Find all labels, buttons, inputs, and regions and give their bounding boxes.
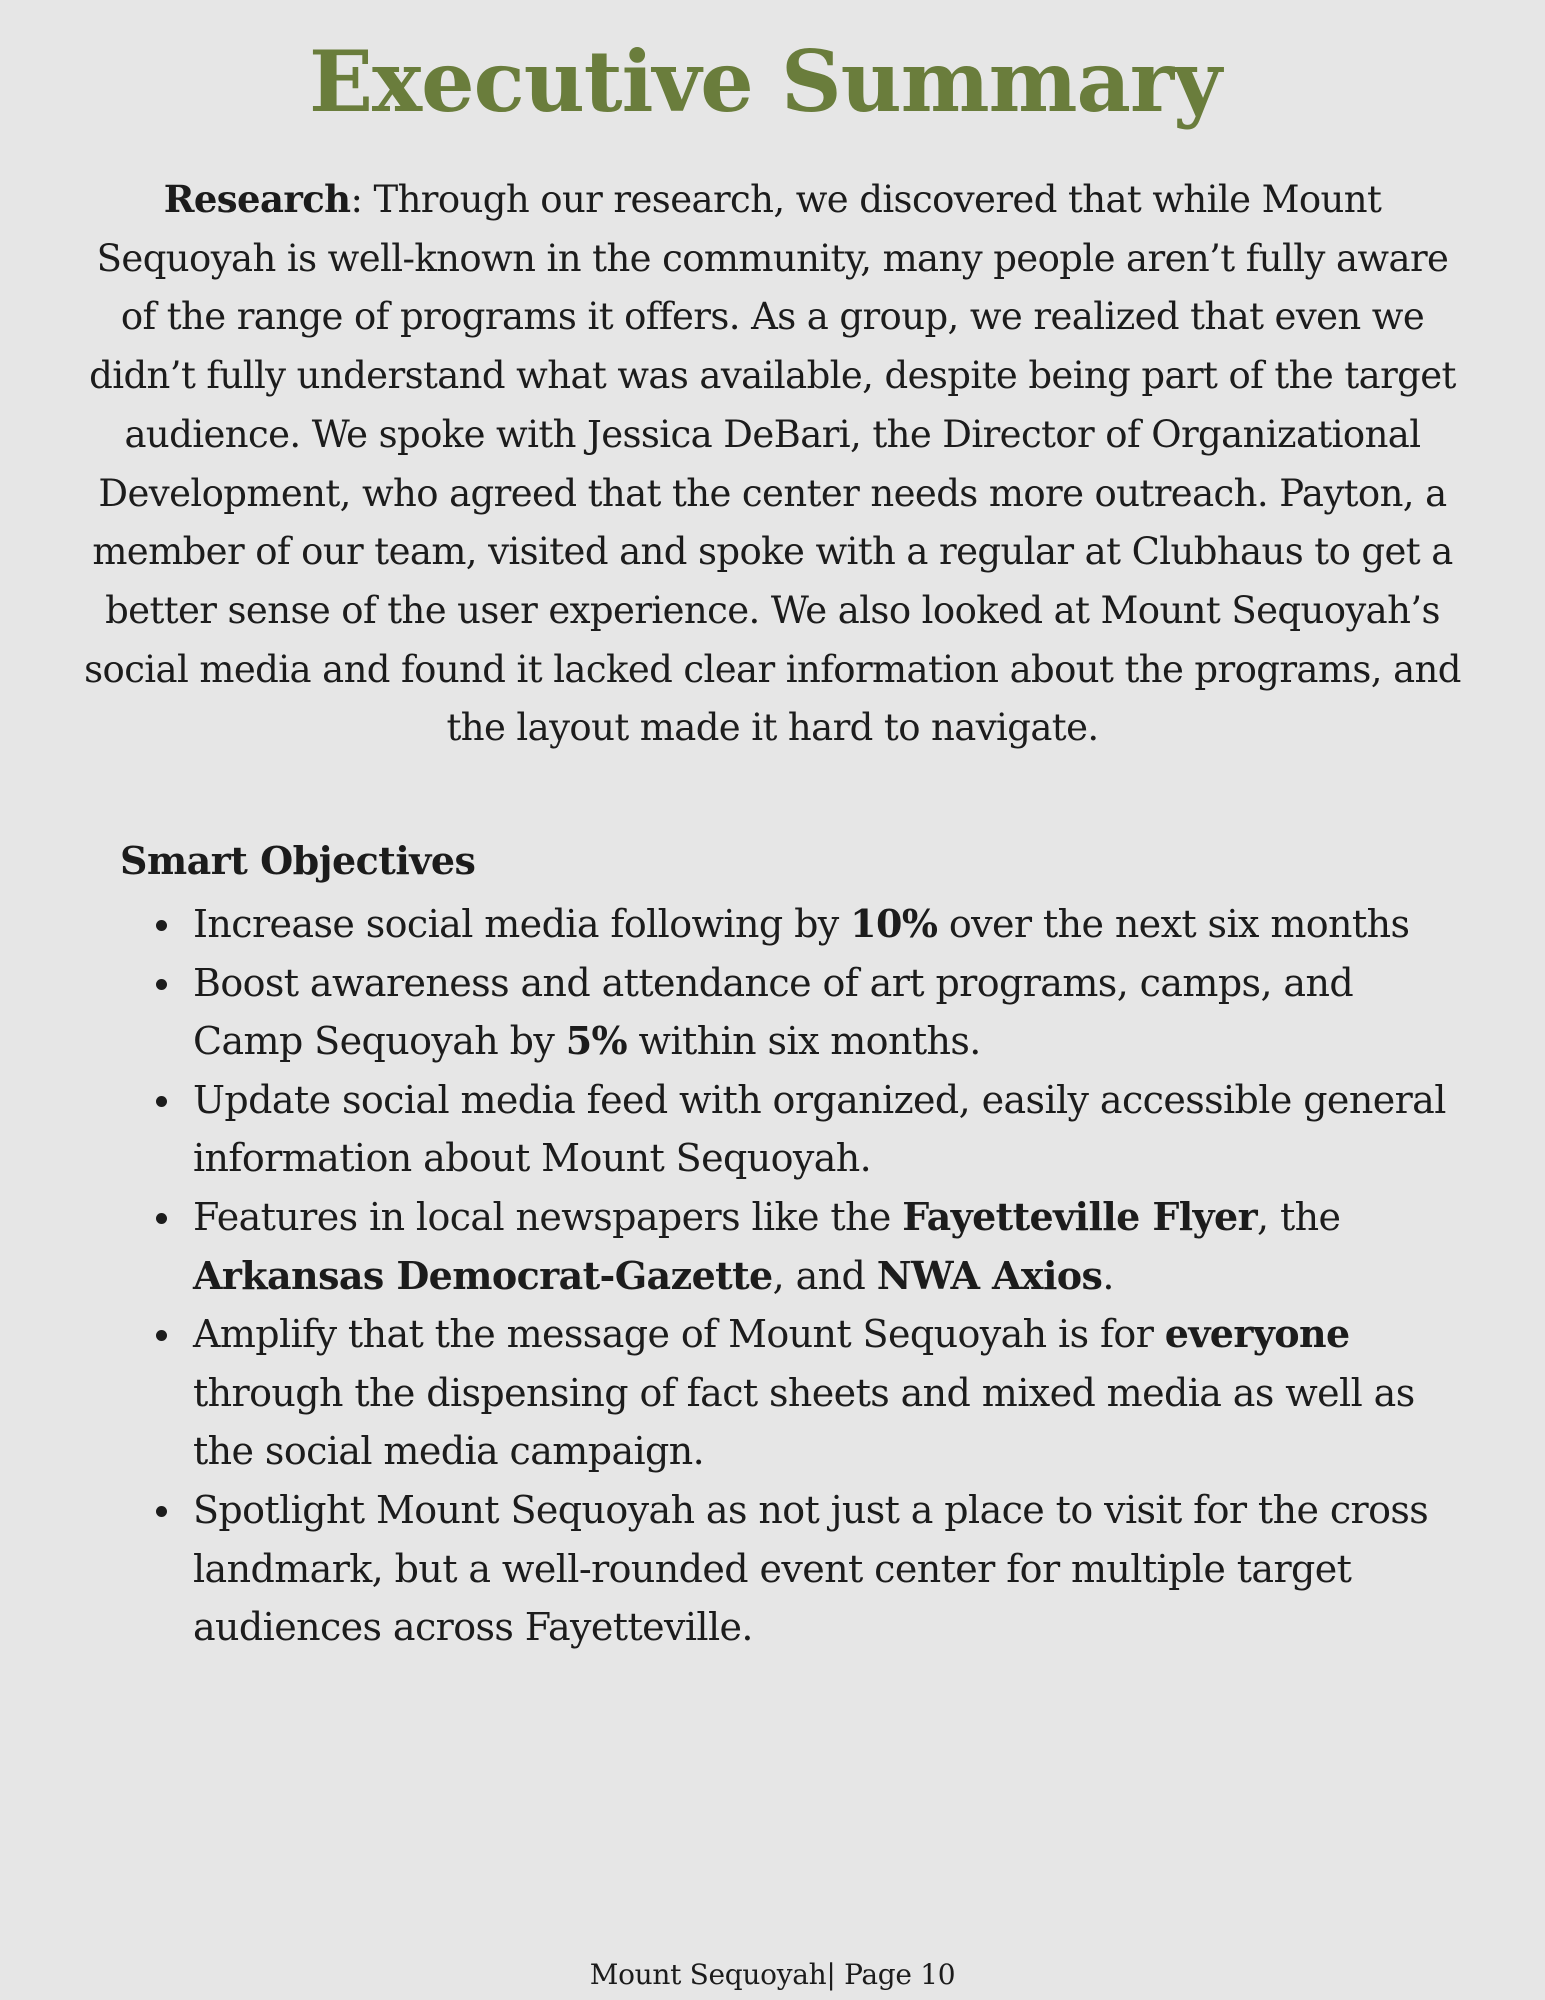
objective-text-part: through the dispensing of fact sheets and mixed media as well as the social media campaign. xyxy=(193,1370,1415,1474)
objective-text xyxy=(193,1305,1450,1481)
bullet-icon xyxy=(156,1213,167,1224)
objective-item xyxy=(150,1188,1450,1305)
objective-text-part: Features in local newspapers like the xyxy=(193,1194,903,1239)
research-paragraph xyxy=(80,170,1465,758)
objective-text xyxy=(193,895,1450,954)
objective-text-part: Spotlight Mount Sequoyah as not just a place to visit for the cross landmark, but a well-rounded event center for multiple target audiences across Fayetteville. xyxy=(193,1487,1429,1650)
objective-text xyxy=(193,1188,1450,1305)
objective-item xyxy=(150,1305,1450,1481)
smart-objectives-heading: Smart Objectives xyxy=(120,838,476,883)
objective-item xyxy=(150,895,1450,954)
bullet-icon xyxy=(156,1330,167,1341)
objective-text-part: Increase social media following by xyxy=(193,902,851,946)
objective-text xyxy=(193,1481,1450,1657)
research-label: Research xyxy=(163,177,351,221)
objective-text-part: Update social media feed with organized, easily accessible general information about Mount Sequoyah. xyxy=(193,1077,1446,1181)
objective-text-part: , the xyxy=(1257,1194,1341,1239)
smart-objectives-list xyxy=(150,895,1450,1657)
objective-text-part: Amplify that the message of Mount Sequoyah is for xyxy=(193,1312,1165,1357)
objective-emphasis: 10% xyxy=(850,901,938,946)
objective-text xyxy=(193,954,1450,1071)
objective-emphasis: everyone xyxy=(1164,1311,1350,1357)
newspaper-name: Arkansas Democrat-Gazette xyxy=(193,1252,773,1298)
objective-text xyxy=(193,1071,1450,1188)
objective-item xyxy=(150,954,1450,1071)
objective-text-part: within six months. xyxy=(627,1019,981,1064)
bullet-icon xyxy=(156,920,167,931)
research-text: : Through our research, we discovered that while Mount Sequoyah is well-known in the community, many people aren’t fully aware of the range of programs it offers. As a group, we realized that even we didn’t fully understand what was available, despite being part of the target audience. We spoke with Jessica DeBari, the Director of Organizational Development, who agreed that the center needs more outreach. Payton, a member of our team, visited and spoke with a regular at Clubhaus to get a better sense of the user experience. We also looked at Mount Sequoyah’s social media and found it lacked clear information about the programs, and the layout made it hard to navigate. xyxy=(84,178,1461,750)
newspaper-name: NWA Axios xyxy=(876,1252,1103,1298)
newspaper-name: Fayetteville Flyer xyxy=(902,1193,1258,1239)
objective-text-part: Boost awareness and attendance of art programs, camps, and Camp Sequoyah by xyxy=(193,960,1354,1064)
objective-text-part: over the next six months xyxy=(937,902,1410,946)
page-title: Executive Summary xyxy=(309,32,1221,131)
objective-item xyxy=(150,1071,1450,1188)
bullet-icon xyxy=(156,979,167,990)
objective-text-part: . xyxy=(1102,1253,1114,1298)
bullet-icon xyxy=(156,1506,167,1517)
page-footer: Mount Sequoyah| Page 10 xyxy=(589,1958,956,1991)
objective-item xyxy=(150,1481,1450,1657)
objective-emphasis: 5% xyxy=(565,1018,628,1064)
objective-text-part: , and xyxy=(772,1253,877,1298)
bullet-icon xyxy=(156,1096,167,1107)
